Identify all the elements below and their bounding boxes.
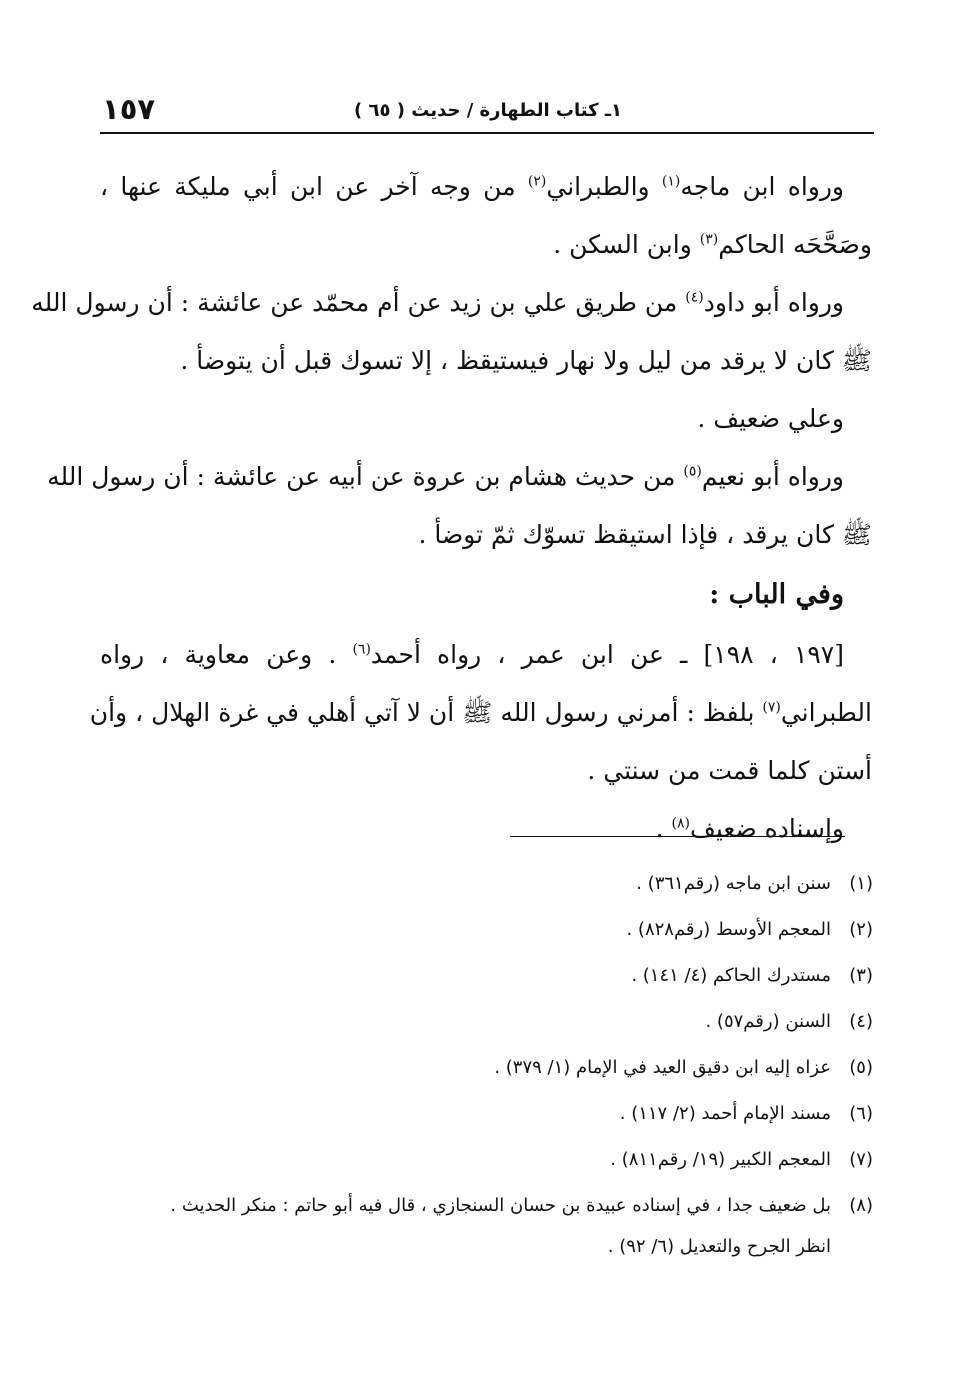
text-run: من طريق علي بن زيد عن أم محمّد عن عائشة : أن رسول الله [31,288,686,317]
footnote-text: السنن (رقم٥٧) . [705,1011,831,1032]
footnote-ref-8[interactable]: (٨) [671,815,690,832]
footnote-text: مستدرك الحاكم (٤/ ١٤١) . [631,965,831,986]
text-run: [١٩٧ ، ١٩٨] ـ عن ابن عمر ، رواه أحمد [370,640,844,669]
text-run: . وعن معاوية ، رواه [100,640,353,669]
text-run: ورواه أبو نعيم [701,462,844,491]
footnote-number: (٤) [849,1011,873,1032]
footnote-number: (٧) [849,1149,873,1170]
footnote-ref-7[interactable]: (٧) [762,699,781,716]
footnote-7 [98,1140,873,1186]
footnote-text: عزاه إليه ابن دقيق العيد في الإمام (١/ ٣٧٩) . [494,1057,831,1078]
paragraph-6 [100,800,872,858]
paragraph-5-line-1 [100,626,872,684]
paragraph-5-line-2 [89,684,872,742]
footnote-4 [98,1002,873,1048]
text-run: ورواه ابن ماجه [680,172,844,201]
page-header [102,92,872,132]
main-text [31,158,872,858]
header-rule [100,132,874,134]
page-number: ١٥٧ [102,92,156,126]
footnote-text: سنن ابن ماجه (رقم٣٦١) . [636,873,831,894]
footnote-text: مسند الإمام أحمد (٢/ ١١٧) . [619,1103,831,1124]
text-run: من وجه آخر عن ابن أبي مليكة عنها ، [100,172,528,201]
footnote-number: (٨) [849,1195,873,1216]
footnote-number: (٦) [849,1103,873,1124]
paragraph-2-line-1 [31,274,872,332]
footnote-ref-2[interactable]: (٢) [527,173,547,190]
footnotes [98,864,873,1274]
text-run: . [655,814,672,843]
footnote-number: (٣) [849,965,873,986]
paragraph-3: وعلي ضعيف . [697,404,844,433]
text-run: الطبراني [780,698,872,727]
section-heading: وفي الباب : [709,579,844,610]
paragraph-1-line-1 [100,158,872,216]
footnote-1 [98,864,873,910]
footnote-text: المعجم الكبير (١٩/ رقم٨١١) . [610,1149,831,1170]
footnote-ref-4[interactable]: (٤) [685,289,704,306]
text-run: وابن السكن . [553,230,700,259]
footnote-8-continuation: انظر الجرح والتعديل (٦/ ٩٢) . [607,1236,831,1257]
footnote-text: المعجم الأوسط (رقم٨٢٨) . [626,919,831,940]
running-title: ١ـ كتاب الطهارة / حديث ( ٦٥ ) [354,100,622,121]
text-run: والطبراني [546,172,662,201]
paragraph-4-line-2: ﷺ كان يرقد ، فإذا استيقظ تسوّك ثمّ توضأ . [418,520,872,549]
footnote-8 [98,1186,873,1232]
paragraph-2-line-2: ﷺ كان لا يرقد من ليل ولا نهار فيستيقظ ، إلا تسوك قبل أن يتوضأ . [180,346,872,375]
footnote-text: بل ضعيف جدا ، في إسناده عبيدة بن حسان السنجازي ، قال فيه أبو حاتم : منكر الحديث . [170,1195,831,1216]
footnote-number: (٥) [849,1057,873,1078]
text-run: وإسناده ضعيف [689,814,844,843]
footnote-5 [98,1048,873,1094]
footnote-2 [98,910,873,956]
footnote-ref-6[interactable]: (٦) [352,641,371,658]
text-run: وصَحَّحَه الحاكم [718,230,872,259]
footnote-3 [98,956,873,1002]
footnote-ref-3[interactable]: (٣) [699,231,719,248]
paragraph-4-line-1 [47,448,872,506]
paragraph-5-line-3: أستن كلما قمت من سنتي . [587,756,872,785]
footnote-number: (١) [849,873,873,894]
footnote-separator [510,836,845,837]
footnote-ref-5[interactable]: (٥) [683,463,702,480]
text-run: بلفظ : أمرني رسول الله ﷺ أن لا آتي أهلي في غرة الهلال ، وأن [89,698,763,727]
footnote-ref-1[interactable]: (١) [661,173,681,190]
footnote-number: (٢) [849,919,873,940]
footnote-6 [98,1094,873,1140]
text-run: ورواه أبو داود [703,288,844,317]
paragraph-1-line-2 [100,216,872,274]
text-run: من حديث هشام بن عروة عن أبيه عن عائشة : أن رسول الله [47,462,684,491]
